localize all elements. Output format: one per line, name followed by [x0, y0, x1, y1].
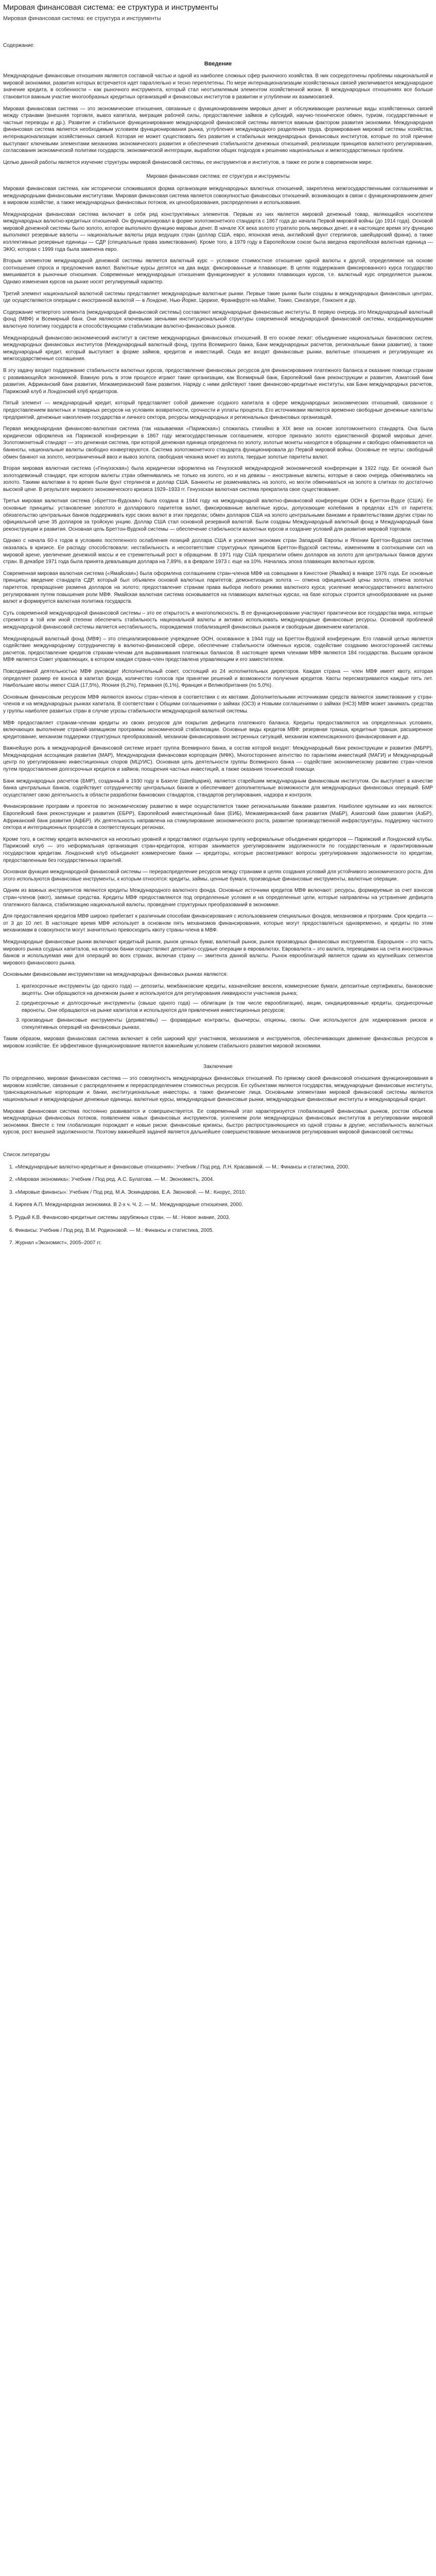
- list-item: 2. среднесрочные и долгосрочные инструменты (свыше одного года) — облигации (в том числе еврооблигации), акции, синдицированные кредиты, среднесрочные евроноты. Они обращаются на рынке капиталов и используются для привлечения инвестиционных ресурсов;: [22, 1000, 433, 1014]
- body-paragraph: Банк международных расчетов (БМР), созданный в 1930 году в Базеле (Швейцария), является старейшим международным финансовым институтом. Он выступает в качестве банка центральных банков, содействует сотрудничеству центральных банков и обеспечивает дополнительные возможности для международных финансовых операций. БМР осуществляет свою деятельность в области разработки банковских стандартов, стандартов регулирования, надзора и контроля.: [3, 778, 433, 798]
- intro-body: [3, 73, 433, 166]
- body-paragraph: Вторым элементом международной денежной системы является валютный курс – условное стоимостное отношение одной валюты к другой, определяемое на основе соотношения спроса и предложения валют. Валютные курсы делятся на два вида: фиксированные и плавающие. В целях поддержания фиксированного курса государство вмешивается в рыночные отношения. Современные международные отношения функционируют в условиях плавающих курсов, т.е. валютный курс определяется рынком. Однако изменения курсов на рынке носят регулируемый характер.: [3, 258, 433, 285]
- reference-item: 2. «Мировая экономика»: Учебник / Под ред. А.С. Булатова. — М.: Экономистъ, 2004.: [9, 1177, 215, 1183]
- references-heading: Список литературы: [3, 1152, 50, 1158]
- body-paragraph: Основными финансовыми инструментами на международных финансовых рынках являются:: [3, 972, 228, 978]
- body-paragraph: Содержание четвертого элемента (международной финансовой системы) составляют международные финансовые институты. В первую очередь это Международный валютный фонд (МВФ) и Всемирный банк. Они являются ключевыми звеньями институциональной структуры современной международной финансовой системы, координирующими валютную политику государств и способствующими стабилизации валютно-финансовых рынков.: [3, 309, 433, 329]
- body-paragraph: МВФ предоставляет странам-членам кредиты из своих ресурсов для покрытия дефицита платежного баланса. Кредиты предоставляются на определенных условиях, включающих выполнение страной-заемщиком программы экономической стабилизации. Основные виды кредитов МВФ: резервная транша, кредитные транши, расширенное кредитование, механизм поддержки структурных преобразований, механизм финансирования экстренных ситуаций, механизм компенсационного финансирования и др.: [3, 720, 433, 740]
- body-paragraph: Третий элемент национальной валютной системы представляет международные валютные рынки. Первые такие рынки были созданы в международных финансовых центрах, где осуществляются операции с иностранной валютой — в Лондоне, Нью-Йорке, Цюрихе, Франкфурте-на-Майне, Токио, Сингапуре, Гонконге и др.: [3, 291, 433, 304]
- main-body: [3, 185, 433, 978]
- body-paragraph: Международный валютный фонд (МВФ) – это специализированное учреждение ООН, основанное в 1944 году на Бреттон-Вудской конференции. Его главной целью является содействие международному сотрудничеству в валютно-финансовой сфере, обеспечение стабильности обменных курсов, содействие созданию многосторонней системы расчетов, предоставление кредитов странам-членам для выравнивания платежных балансов. В настоящее время членами МВФ являются 184 государства. Высшим органом МВФ является Совет управляющих, в котором каждая страна-член представлена управляющим и его заместителем.: [3, 636, 433, 663]
- conclusion-paragraph: Мировая финансовая система постоянно развивается и совершенствуется. Ее современный этап характеризуется глобализацией финансовых рынков, ростом объемов международных финансовых потоков, появлением новых финансовых инструментов, усилением роли международных финансовых институтов в регулировании мировой экономики. Вместе с тем глобализация порождает и новые риски: финансовые кризисы, быстро распространяющиеся из одной страны в другие, нестабильность валютных курсов, рост внешней задолженности. Поэтому важнейшей задачей является дальнейшее совершенствование механизмов регулирования мировой финансовой системы.: [3, 1108, 433, 1136]
- conclusion-body: [3, 1075, 433, 1136]
- body-paragraph: Мировая финансовая система, как исторически сложившаяся форма организации международных валютных отношений, закреплена межгосударственными соглашениями и международными финансовыми институтами. Мировая финансовая система является совокупностью финансовых отношений, возникающих в связи с функционированием денег в мировом хозяйстве, а также международных финансовых потоков, их ценообразования, распределения и использования.: [3, 185, 433, 206]
- body-paragraph: Однако с начала 60-х годов в условиях постепенного ослабления позиций доллара США и усиления экономик стран Западной Европы и Японии Бреттон-Вудская система оказалась в кризисе. Ее распаду способствовали: нестабильность и несоответствие структурных принципов Бреттон-Вудской системы, изменениям в соотношении сил на мировой арене, увеличение денежной массы и ее стремительный рост в обращении. В 1971 году США прекратили обмен долларов на золото для центральных банков других стран. В декабре 1971 года была принята девальвация доллара на 7,89%, а в феврале 1973 г. еще на 10%. Началась эпоха плавающих валютных курсов.: [3, 538, 433, 565]
- reference-item: 7. Журнал «Экономист», 2005–2007 гг.: [9, 1240, 102, 1246]
- intro-paragraph: Целью данной работы является изучение структуры мировой финансовой системы, ее инструментов и институтов, а также ее роли в современном мире.: [3, 159, 373, 165]
- toc-heading: Содержание:: [3, 43, 35, 48]
- body-paragraph: Международный финансово-экономический институт в системе международных финансовых отношений. В его основе лежат: объединение национальных банковских систем, международных финансовых институтов (Международный валютный фонд, группа Всемирного банка, Банк международных расчетов, региональные банки развития), а также международный кредит, который выступает в форме займов, кредитов и инвестиций. Сюда же входят финансовые рынки, валютные отношения и регулирующие их межгосударственные соглашения.: [3, 335, 433, 362]
- body-paragraph: Для предоставления кредитов МВФ широко прибегает к различным способам финансирования с использованием специальных фондов, механизмов и программ. Срок кредита — от 3 до 10 лет. В настоящее время МВФ использует в основном пять механизмов финансирования, которые могут предоставляться одновременно, и кредиты по этим механизмам в совокупности могут значительно превосходить квоту страны-члена в МВФ.: [3, 913, 433, 934]
- body-paragraph: Основная функция международной финансовой системы — перераспределение ресурсов между странами в целях создания условий для устойчивого экономического роста. Для этого используются финансовые инструменты, к которым относятся: кредиты, займы, ценные бумаги, производные финансовые инструменты, валютные операции.: [3, 869, 433, 882]
- list-item: 3. производные финансовые инструменты (деривативы) — форвардные контракты, фьючерсы, опционы, свопы. Они используются для хеджирования рисков и спекулятивных операций на финансовых рынках.: [22, 1017, 433, 1031]
- instrument-list: [3, 983, 433, 1031]
- intro-paragraph: Мировая финансовая система — это экономические отношения, связанные с функционированием мировых денег и обслуживающие различные виды хозяйственных связей между странами (внешняя торговля, вывоз капитала, миграция рабочей силы, предоставление займов и субсидий, научно-техническое обмен, туризм, государственные и частные переводы и др.). Развитие и стабильное функционирование международной финансовой системы является важным фактором развития экономики. Международная финансовая система является необходимым условием функционирования рынка, углубления международного разделения труда, формирования мировой системы хозяйства, интернационализации хозяйственных связей. Которая не может существовать без развития и стабильных международных финансовых институтов, которые по этой причине выступают ключевыми элементами механизма экономического развития и обеспечения стабильности денежных отношений, реализации принципов валютного регулирования, согласования экономической политики государств, экономической интеграции, выработки общих подходов к решению национальных и межгосударственных проблем.: [3, 106, 433, 154]
- body-paragraph: Суть современной международной финансовой системы – это ее открытость и многополюсность. В ее функционировании участвуют практически все государства мира, которые стремятся в той или иной степени обеспечить стабильность национальной валюты и активно использовать международные финансовые ресурсы. Основной проблемой международной финансовой системы является нестабильность, порождаемая глобализацией финансовых рынков и свободным движением капиталов.: [3, 610, 433, 630]
- body-paragraph: Одним из важных инструментов являются кредиты Международного валютного фонда. Основные источники кредитов МВФ включают: ресурсы, формируемые за счет взносов стран-членов (квот), заемные средства. Кредиты МВФ предоставляются под определенные условия и на определенные цели, которые направлены на устранение дефицита платежного баланса, стабилизацию национальной валюты, проведение структурных преобразований в экономике.: [3, 888, 433, 908]
- body-paragraph: Пятый элемент — международный кредит, который представляет собой движение ссудного капитала в сфере международных экономических отношений, связанное с предоставлением валютных и товарных ресурсов на условиях возвратности, срочности и уплаты процента. Его источниками являются временно свободные денежные капиталы предприятий, денежные накопления государства и личного сектора, ресурсы международных и региональных финансовых организаций.: [3, 400, 433, 420]
- reference-item: 5. Рудый К.В. Финансово-кредитные системы зарубежных стран. — М.: Новое знание, 2003.: [9, 1214, 230, 1221]
- body-paragraph: Кроме того, в систему кредита включаются на несколько уровней и представляют отдельную группу неформальные объединения кредиторов — Парижский и Лондонский клубы. Парижский клуб — это неформальная организация стран-кредиторов, которая занимается урегулированием задолженности по государственным и гарантированным государством кредитам. Лондонский клуб объединяет коммерческие банки — кредиторы, которые рассматривают вопросы урегулирования задолженности по кредитам, предоставленным без государственных гарантий.: [3, 836, 433, 863]
- body-paragraph: Таким образом, мировая финансовая система включает в себя широкий круг участников, механизмов и инструментов, обеспечивающих движение финансовых ресурсов в мировом хозяйстве. Ее эффективное функционирование является важнейшим условием стабильного развития мировой экономики.: [3, 1036, 433, 1049]
- conclusion-title: Заключение: [203, 1063, 233, 1070]
- body-paragraph: Третья мировая валютная система («Бреттон-Вудская») была создана в 1944 году на международной валютно-финансовой конференции ООН в Бреттон-Вудсе (США). Ее основные принципы: установление золотого и долларового паритетов валют, фиксированные валютные курсы, допускающие колебания в пределах ±1% от паритета; обязательство центральных банков поддерживать курс своих валют в этих пределах; обмен долларов США на золото центральными банками и правительствами других стран по официальной цене 35 долларов за тройскую унцию. Доллар США стал основной резервной валютой. Были созданы Международный валютный фонд и Международный банк реконструкции и развития. Основная цель Бреттон-Вудской системы — обеспечение стабильности валютных курсов и создание условий для развития мировой торговли.: [3, 498, 433, 532]
- body-paragraph: Финансирование программ и проектов по экономическому развитию в мире осуществляется также региональными банками развития. Наиболее крупными из них являются: Европейский банк реконструкции и развития (ЕБРР), Европейский инвестиционный банк (ЕИБ), Межамериканский банк развития (МаБР), Азиатский банк развития (АзБР), Африканский банк развития (АфБР). Их деятельность направлена на стимулирование экономического роста, развитие производственной инфраструктуры, поддержку частного сектора и интеграционных процессов в соответствующих регионах.: [3, 804, 433, 831]
- body-paragraph: Важнейшую роль в международной финансовой системе играет группа Всемирного банка, в состав которой входят: Международный банк реконструкции и развития (МБРР), Международная ассоциация развития (МАР), Международная финансовая корпорация (МФК), Многостороннее агентство по гарантиям инвестиций (МАГИ) и Международный центр по урегулированию инвестиционных споров (МЦУИС). Основная цель деятельности группы Всемирного банка — содействие экономическому развитию стран-членов путем предоставления долгосрочных кредитов и займов, поощрения частных инвестиций, а также оказания технической помощи.: [3, 745, 433, 773]
- reference-item: 4. Киреев А.П. Международная экономика. В 2-х ч. Ч. 2. — М.: Международные отношения, 2000.: [9, 1202, 243, 1208]
- body-paragraph: В эту задачу входит поддержание стабильности валютных курсов, предоставление финансовых ресурсов для финансирования платежного баланса и оказание помощи странам с развивающейся экономикой. Важную роль в этом процессе играют такие организации, как Всемирный банк, Европейский банк реконструкции и развития, Азиатский банк развития, Африканский банк развития, Межамериканский банк развития. Наряду с ними действуют такие финансово-кредитные институты, как Банк международных расчетов, Парижский клуб и Лондонский клуб кредиторов.: [3, 367, 433, 395]
- body-paragraph: Современная мировая валютная система («Ямайская») была оформлена соглашением стран-членов МВФ на совещании в Кингстоне (Ямайка) в январе 1976 года. Ее основные принципы: введение стандарта СДР, который был объявлен основой валютных паритетов; демонетизация золота — отмена официальной цены золота, отмена золотых паритетов, прекращение размена долларов на золото; предоставление странам права выбора любого режима валютного курса; усиление межгосударственного валютного регулирования путем повышения роли МВФ. Ямайская валютная система основывается на плавающих валютных курсах, на базе которых строится ценообразование на рынке валют и формируется валютная политика государств.: [3, 570, 433, 605]
- main-part-title: Мировая финансовая система: ее структура и инструменты: [146, 174, 290, 180]
- list-item: 1. краткосрочные инструменты (до одного года) — депозиты, межбанковские кредиты, казначейские векселя, коммерческие бумаги, депозитные сертификаты, банковские акцепты. Они обращаются на денежном рынке и используются для регулирования ликвидности участников рынка;: [22, 983, 433, 997]
- body-paragraph: Повседневной деятельностью МВФ руководит Исполнительный совет, состоящий из 24 исполнительных директоров. Каждая страна — член МВФ имеет квоту, которая определяет размер ее взноса в капитал фонда, количество голосов при принятии решений и возможности получения кредитов. Квоты пересматриваются каждые пять лет. Наибольшие квоты имеют США (17,5%), Япония (6,2%), Германия (6,1%), Франция и Великобритания (по 5,0%).: [3, 668, 433, 689]
- intro-title: Введение: [204, 60, 232, 67]
- reference-item: 3. «Мировые финансы»: Учебник / Под ред. М.А. Эскиндарова, Е.А. Звоновой. — М.: Кнорус, 2010.: [9, 1189, 246, 1195]
- body-paragraph: Международные финансовые рынки включают кредитный рынок, рынок ценных бумаг, валютный рынок, рынок производных финансовых инструментов. Еврорынок – это часть мирового рынка ссудных капиталов, на котором банки осуществляют депозитно-ссудные операции в евровалютах. Евровалюта – это валюта, переводимая на счета иностранных банков и используемая ими для операций во всех странах, включая страну — эмитента данной валюты. Рынок еврооблигаций является одним из крупнейших сегментов мирового финансового рынка.: [3, 939, 433, 966]
- reference-item: 1. «Международные валютно-кредитные и финансовые отношения»: Учебник / Под ред. Л.Н. Красавиной. — М.: Финансы и статистика, 2000.: [9, 1164, 350, 1170]
- document-subtitle: Мировая финансовая система: ее структура и инструменты: [3, 15, 161, 22]
- conclusion-paragraph: По определению, мировая финансовая система — это совокупность международных финансовых отношений. По прямому своей финансовой отношения функционирования в мировом хозяйстве, связанные с распределением и перераспределением стоимостных ресурсов. Ее субъектами являются государства, международные финансовые институты, транснациональные корпорации и банки, институциональные инвесторы, а также физические лица. Основными элементами мировой финансовой системы являются национальные и международные денежные единицы, валютные курсы, международные финансовые рынки, международные финансовые институты и международный кредит.: [3, 1076, 433, 1103]
- reference-item: 6. Финансы: Учебник / Под ред. В.М. Родионовой. — М.: Финансы и статистика, 2005.: [9, 1227, 214, 1233]
- body-paragraph: Первая международная финансово-валютная система (так называемая «Парижская») сложилась стихийно в XIX веке на основе золотомонетного стандарта. Она была юридически оформлена на Парижской конференции в 1867 году межгосударственным соглашением, которое признало золото единственной формой мировых денег. Золотомонетный стандарт — это денежная система, при которой денежная единица определена по золоту, золотые монеты находятся в обращении и свободно обмениваются на банкноты, национальные валюты свободно конвертируются. Система золотомонетного стандарта функционировала до Первой мировой войны. Основные ее черты: свободный обмен банкнот на золото, неограниченный ввоз и вывоз золота, свободная чеканка монет из золота, твердые золотые паритеты валют.: [3, 426, 433, 460]
- main-after-list: [3, 1036, 433, 1049]
- intro-paragraph: Международные финансовые отношения являются составной частью и одной из наиболее сложных сфер рыночного хозяйства. В них сосредоточены проблемы национальной и мировой экономики, развития которых встречается идет параллельно и тесно переплетены. По мере интернационализации хозяйственных связей увеличивается международное значение кредита, в особенности – как рыночного инструмента, который стал неотъемлемым элементом хозяйственной жизни. В международных отношениях все больше становится важным участие многообразных кредитных организаций и финансовых институтов в развитии и углублении их взаимосвязей.: [3, 73, 433, 100]
- references-list: [3, 1164, 433, 1247]
- body-paragraph: Международная финансовая система включает в себя ряд конструктивных элементов. Первым из них является мировой денежный товар, являющийся носителем международных валютно-кредитных отношений. Он функционировал в форме золотомонетного стандарта с 1867 года до начала Первой мировой войны (до 1914 года). Основой мировой денежной системы было золото, которое выполняло функцию мировых денег. В начале XX века золото утратило роль мировых денег, и в настоящее время эту функцию выполняют резервные валюты — национальные валюты ряда ведущих стран (доллар США, евро, японская иена, английский фунт стерлингов, швейцарский франк), а также коллективные резервные единицы — СДР (специальные права заимствования). Кроме того, в 1979 году в Европейском союзе была введена европейская валютная единица — ЭКЮ, которая с 1999 года была заменена евро.: [3, 211, 433, 252]
- body-paragraph: Вторая мировая валютная система («Генуэзская») была юридически оформлена на Генуэзской международной экономической конференции в 1922 году. Ее основой был золотодевизный стандарт, при котором валюты стран обменивались не только на золото, но и на девизы – иностранные валюты, которые в свою очередь обменивались на золото. Такими валютами в то время были фунт стерлингов и доллар США. Банкноты не разменивались на золото, но могли обмениваться на золото в слитках по достаточно высокой цене. В результате мирового экономического кризиса 1929–1933 гг. Генуэзская валютная система прекратила свое существование.: [3, 466, 433, 493]
- document-page: [0, 0, 436, 1273]
- body-paragraph: Основным финансовым ресурсом МВФ являются взносы стран-членов в соответствии с их квотами. Дополнительными источниками средств являются заимствования у стран-членов и на международных рынках капитала. В соответствии с Общими соглашениями о займах (ОСЗ) и Новыми соглашениями о займах (НСЗ) МВФ может занимать средства у группы наиболее развитых стран в случае угрозы стабильности международной валютной системы.: [3, 694, 433, 714]
- document-title: Мировая финансовая система: ее структура и инструменты: [3, 3, 219, 12]
